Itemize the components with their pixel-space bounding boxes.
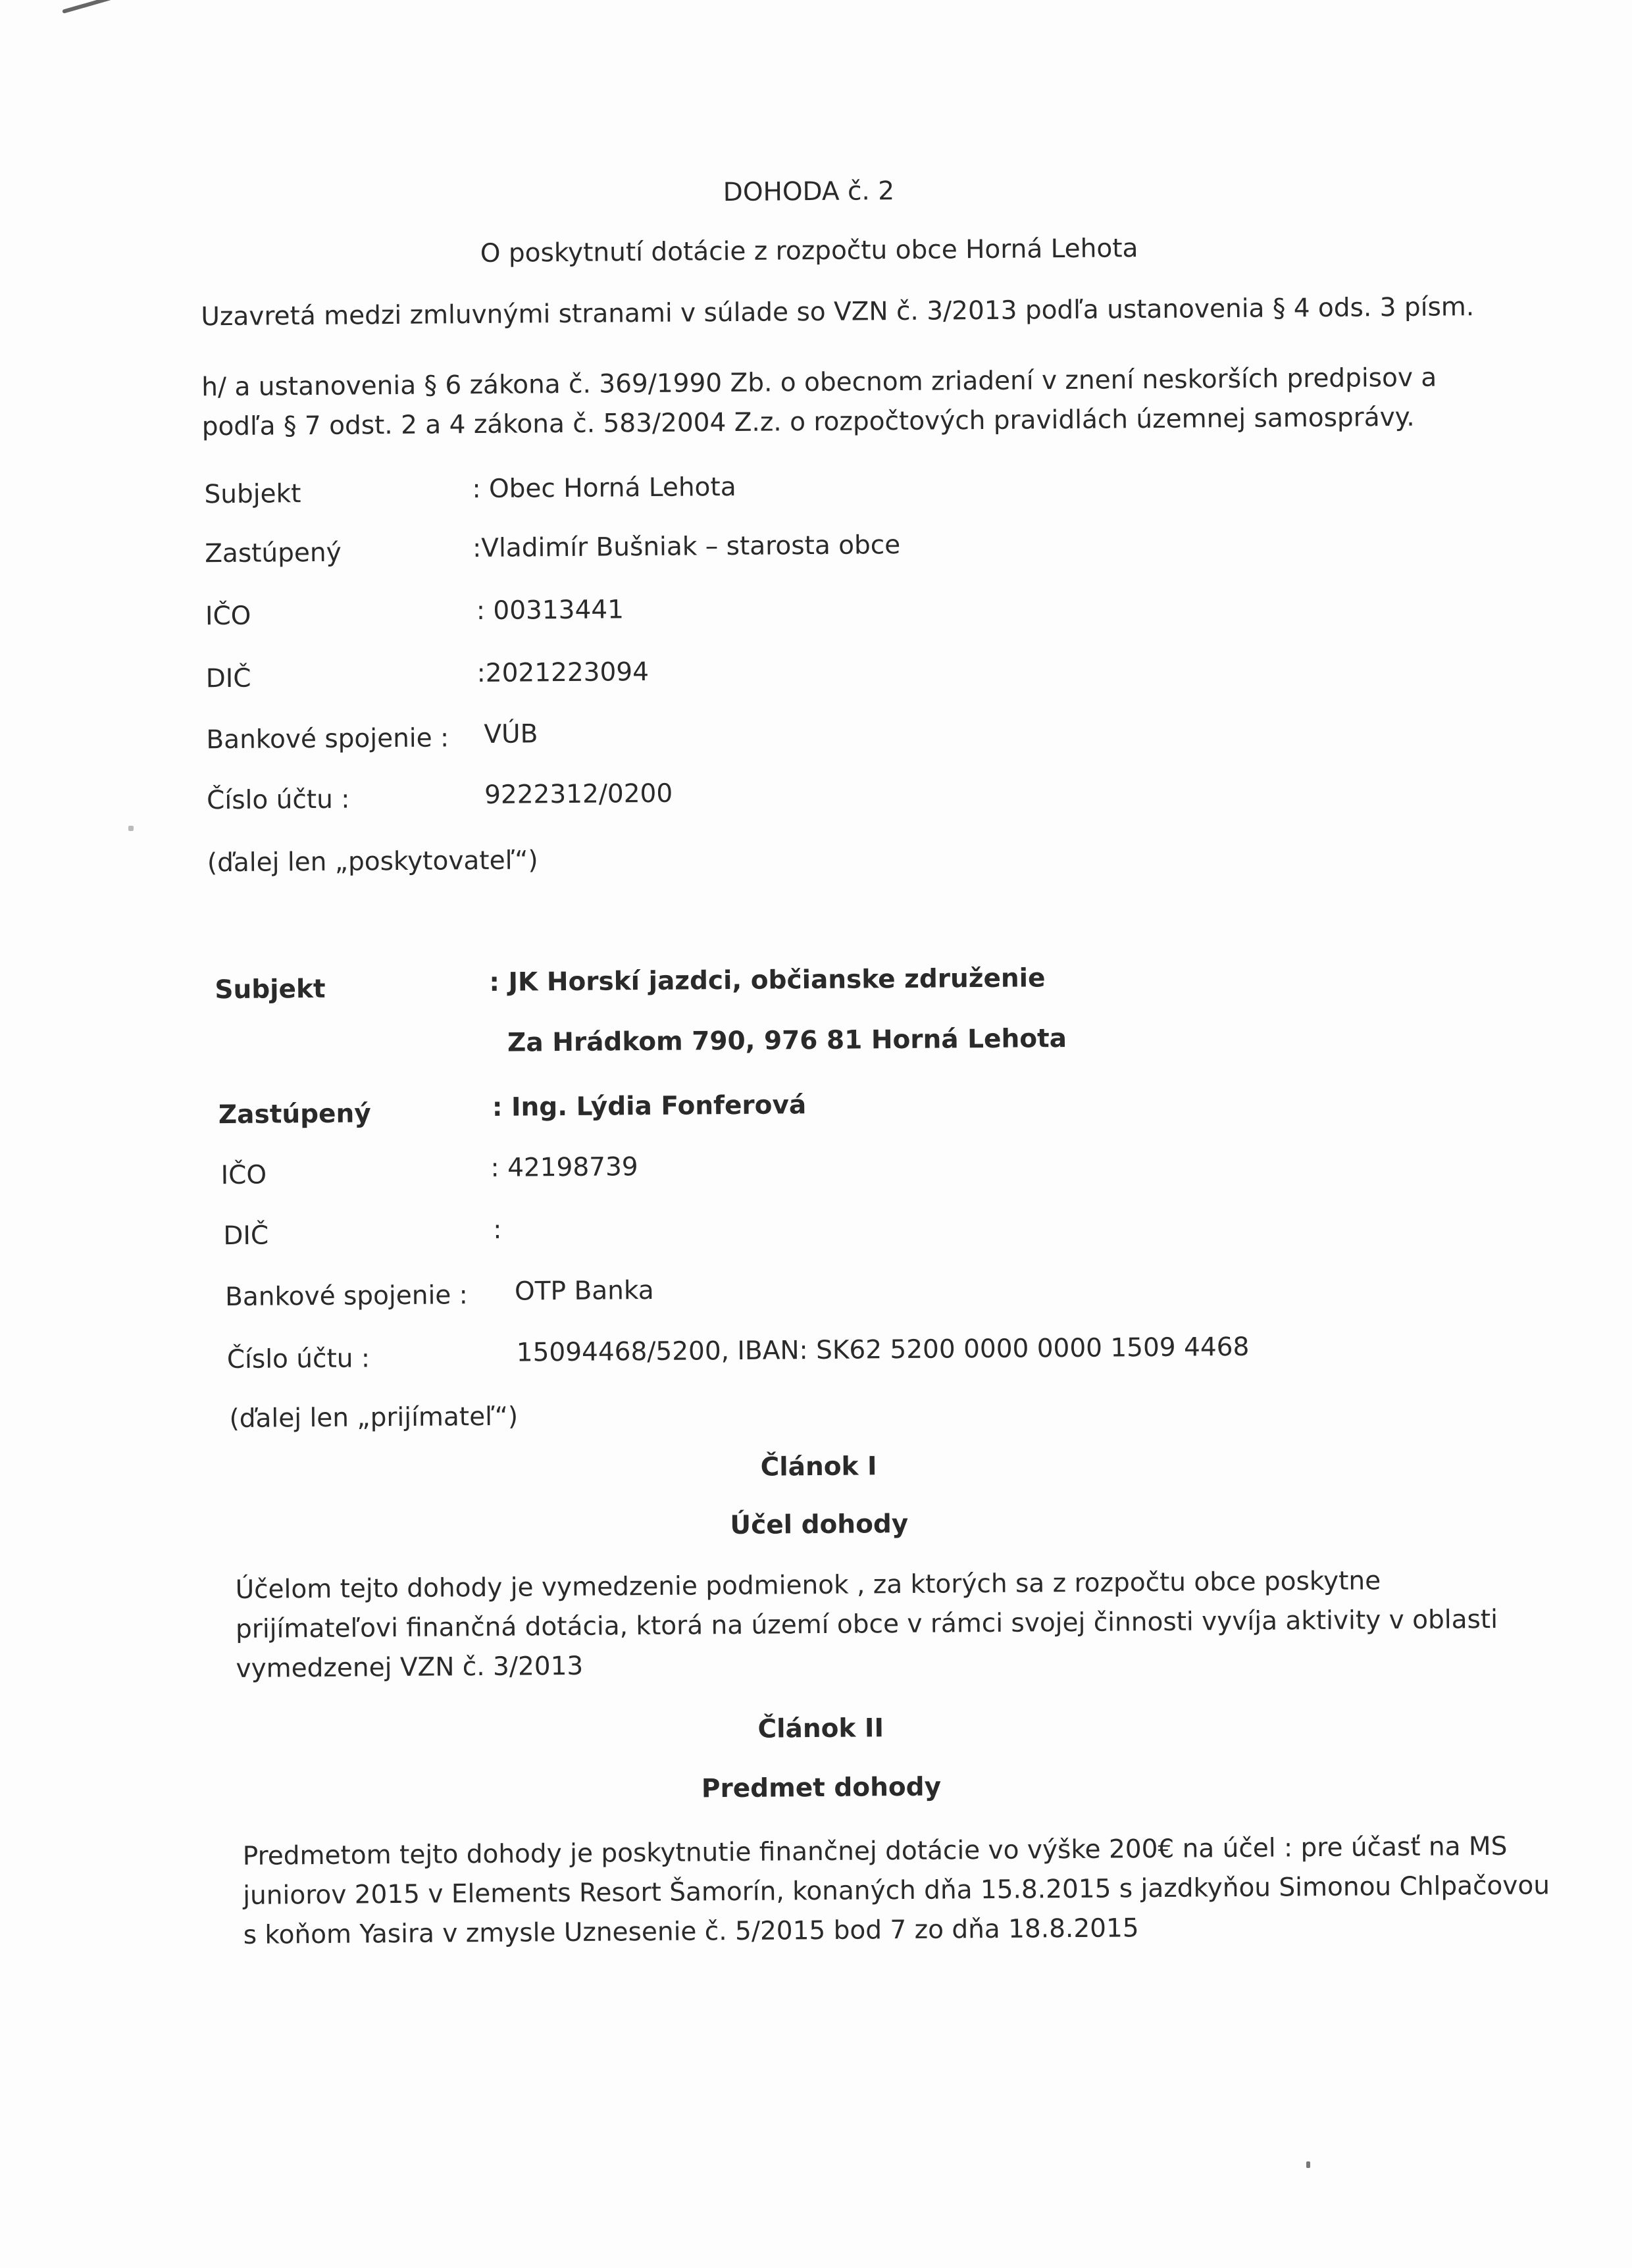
provider-rep-value: :Vladimír Bušniak – starosta obce xyxy=(472,530,901,564)
recipient-account-label: Číslo účtu : xyxy=(226,1344,370,1375)
recipient-dic-label: DIČ xyxy=(223,1221,269,1251)
article-1-title: Účel dohody xyxy=(730,1509,909,1541)
recipient-rep-value: : Ing. Lýdia Fonferová xyxy=(492,1090,807,1122)
recipient-account-value: 15094468/5200, IBAN: SK62 5200 0000 0000 1509 4468 xyxy=(516,1332,1250,1368)
provider-dic-value: :2021223094 xyxy=(476,657,650,689)
provider-subject-label: Subjekt xyxy=(204,479,301,510)
recipient-ico-value: : 42198739 xyxy=(490,1152,638,1183)
provider-dic-label: DIČ xyxy=(205,663,251,694)
article-1-line: prijímateľovi finančná dotácia, ktorá na území obce v rámci svojej činnosti vyvíja aktivity v oblasti xyxy=(235,1604,1498,1644)
intro-line: podľa § 7 odst. 2 a 4 zákona č. 583/2004 Z.z. o rozpočtových pravidlách územnej samosprávy. xyxy=(201,402,1415,442)
recipient-bank-value: OTP Banka xyxy=(514,1275,654,1307)
provider-ico-label: IČO xyxy=(205,601,251,632)
recipient-subject-value: : JK Horskí jazdci, občianske združenie xyxy=(489,963,1046,997)
article-2-line: juniorov 2015 v Elements Resort Šamorín, konaných dňa 15.8.2015 s jazdkyňou Simonou Chlpačovou xyxy=(243,1871,1550,1911)
document-subtitle: O poskytnutí dotácie z rozpočtu obce Horná Lehota xyxy=(480,234,1138,268)
intro-line: Uzavretá medzi zmluvnými stranami v súlade so VZN č. 3/2013 podľa ustanovenia § 4 ods. 3 písm. xyxy=(201,292,1475,332)
article-1-line: Účelom tejto dohody je vymedzenie podmienok , za ktorých sa z rozpočtu obce poskytne xyxy=(235,1566,1381,1605)
recipient-dic-value: : xyxy=(493,1215,502,1245)
article-2-title: Predmet dohody xyxy=(701,1772,942,1804)
article-2-line: Predmetom tejto dohody je poskytnutie finančnej dotácie vo výške 200€ na účel : pre účasť na MS xyxy=(242,1831,1508,1871)
provider-account-value: 9222312/0200 xyxy=(484,778,673,810)
provider-note: (ďalej len „poskytovateľ“) xyxy=(207,845,538,878)
recipient-subject-label: Subjekt xyxy=(215,974,326,1005)
article-2-heading: Článok II xyxy=(757,1713,884,1744)
recipient-rep-label: Zastúpený xyxy=(218,1099,371,1130)
article-1-line: vymedzenej VZN č. 3/2013 xyxy=(236,1651,584,1684)
provider-bank-value: VÚB xyxy=(484,719,538,749)
article-1-heading: Článok I xyxy=(760,1451,877,1482)
provider-ico-value: : 00313441 xyxy=(476,595,625,626)
recipient-bank-label: Bankové spojenie : xyxy=(224,1280,469,1313)
intro-line: h/ a ustanovenia § 6 zákona č. 369/1990 Zb. o obecnom zriadení v znení neskorších predpisov a xyxy=(201,363,1437,403)
provider-rep-label: Zastúpený xyxy=(205,538,342,569)
document-title: DOHODA č. 2 xyxy=(723,176,895,208)
provider-bank-label: Bankové spojenie : xyxy=(206,723,449,755)
recipient-note: (ďalej len „prijímateľ“) xyxy=(229,1401,519,1434)
provider-account-label: Číslo účtu : xyxy=(206,784,350,816)
recipient-address: Za Hrádkom 790, 976 81 Horná Lehota xyxy=(507,1024,1067,1058)
article-2-line: s koňom Yasira v zmysle Uznesenie č. 5/2015 bod 7 zo dňa 18.8.2015 xyxy=(243,1913,1139,1950)
provider-subject-value: : Obec Horná Lehota xyxy=(472,472,736,505)
recipient-ico-label: IČO xyxy=(220,1160,267,1191)
